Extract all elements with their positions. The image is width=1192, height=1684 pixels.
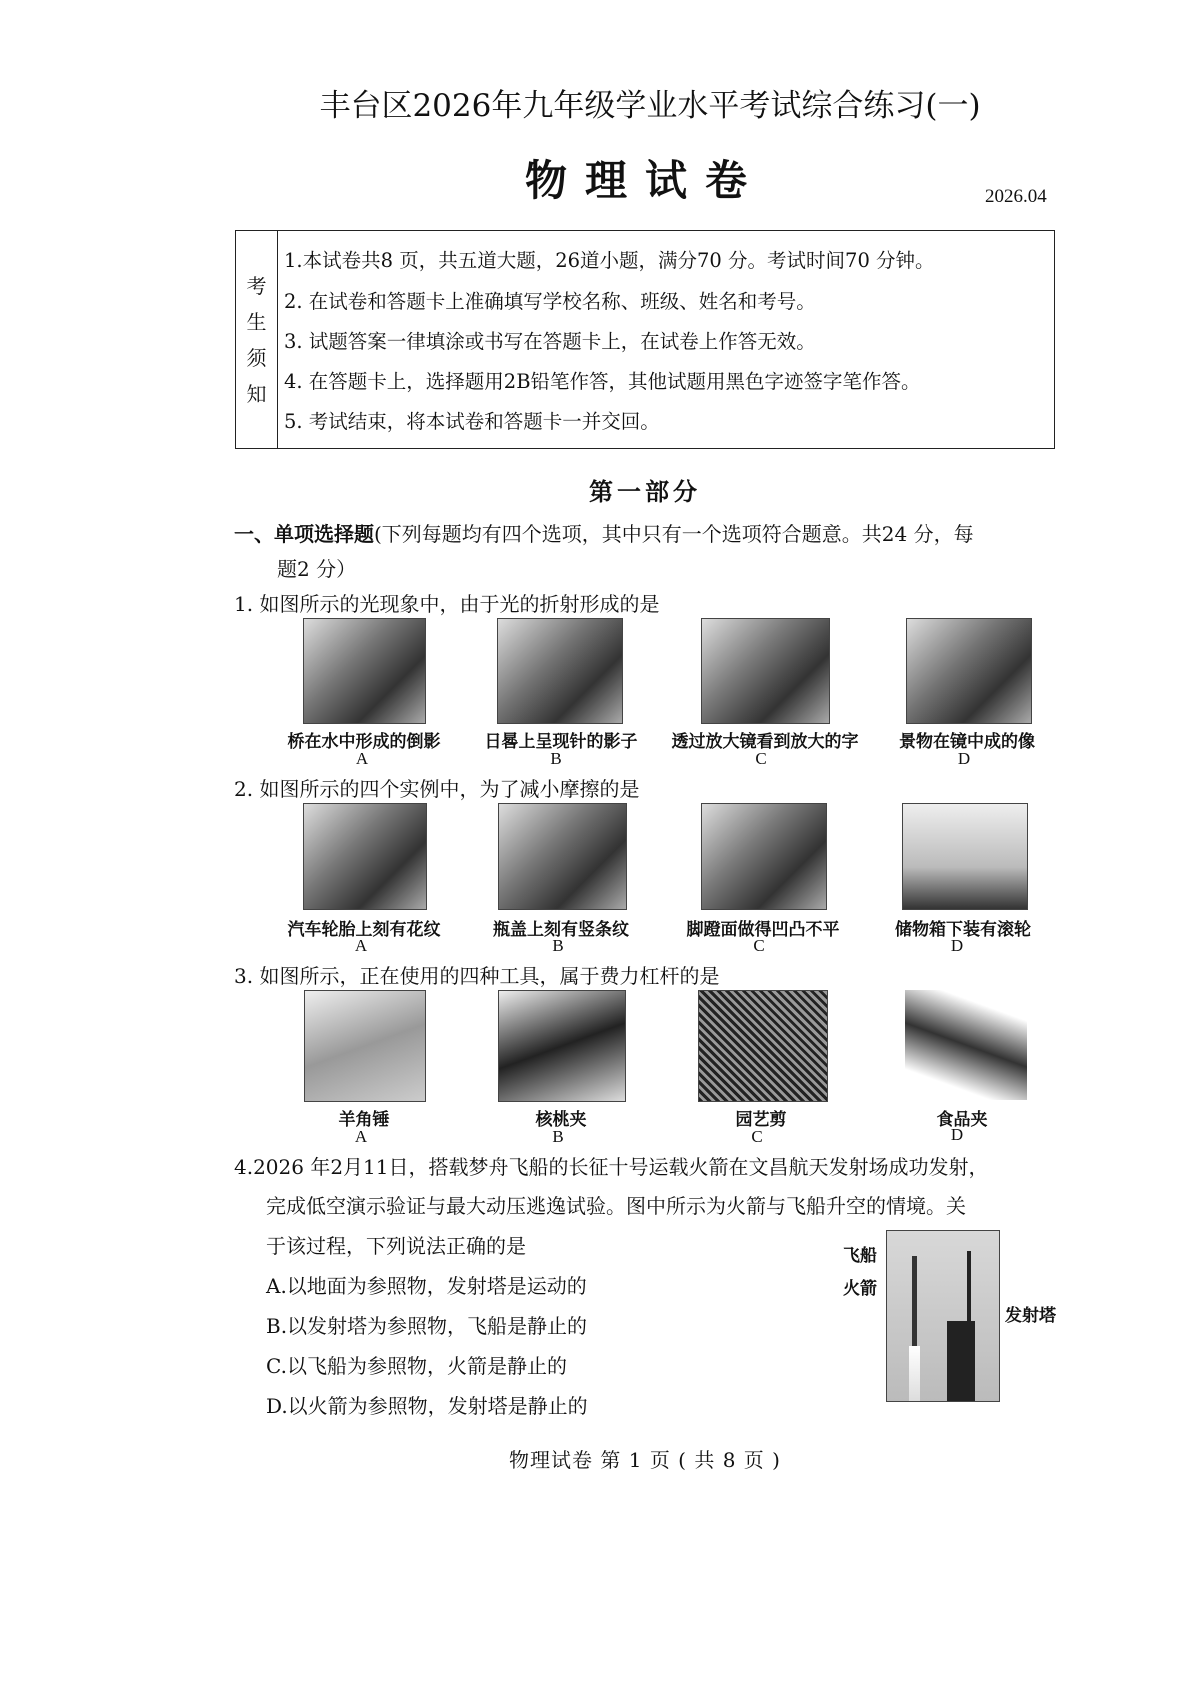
option-caption: 透过放大镜看到放大的字 bbox=[671, 732, 859, 752]
question-3-stem: 3. 如图所示，正在使用的四种工具，属于费力杠杆的是 bbox=[234, 964, 720, 988]
bottle-cap-image bbox=[498, 803, 627, 910]
option-caption: 景物在镜中成的像 bbox=[899, 732, 1035, 752]
tire-image bbox=[303, 803, 427, 910]
subject-title: 物理试卷 bbox=[524, 156, 765, 205]
bridge-reflection-image bbox=[303, 618, 426, 724]
exhaust-plume bbox=[909, 1346, 920, 1401]
choice-a: A.以地面为参照物，发射塔是运动的 bbox=[266, 1274, 587, 1298]
notice-item: 3. 试题答案一律填涂或书写在答题卡上，在试卷上作答无效。 bbox=[284, 330, 816, 353]
question-2-stem: 2. 如图所示的四个实例中，为了减小摩擦的是 bbox=[234, 777, 640, 801]
exam-title: 丰台区2026年九年级学业水平考试综合练习(一) bbox=[319, 88, 981, 124]
magnifier-image bbox=[701, 618, 830, 724]
rocket-launch-image bbox=[886, 1230, 1000, 1402]
part-heading: 第一部分 bbox=[589, 477, 701, 506]
option-letter: C bbox=[753, 936, 765, 955]
notice-label-char: 须 bbox=[246, 345, 267, 370]
question-1-stem: 1. 如图所示的光现象中，由于光的折射形成的是 bbox=[234, 592, 660, 616]
choice-c: C.以飞船为参照物，火箭是静止的 bbox=[266, 1354, 567, 1378]
option-letter: D bbox=[950, 1125, 964, 1144]
option-letter: A bbox=[354, 1127, 368, 1146]
option-caption: 核桃夹 bbox=[535, 1110, 587, 1130]
notice-box bbox=[235, 230, 1055, 449]
notice-label bbox=[236, 231, 278, 448]
rocket-shape bbox=[912, 1256, 917, 1346]
garden-shears-image bbox=[698, 990, 828, 1102]
option-caption: 羊角锤 bbox=[338, 1110, 390, 1130]
question-4-stem: 4.2026 年2月11日，搭载梦舟飞船的长征十号运载火箭在文昌航天发射场成功发射， bbox=[234, 1155, 989, 1179]
label-rocket: 火箭 bbox=[843, 1279, 877, 1299]
option-caption: 桥在水中形成的倒影 bbox=[287, 732, 441, 752]
option-letter: A bbox=[354, 936, 368, 955]
claw-hammer-image bbox=[304, 990, 426, 1102]
option-letter: D bbox=[950, 936, 964, 955]
option-letter: A bbox=[355, 749, 369, 768]
question-4-stem-cont: 完成低空演示验证与最大动压逃逸试验。图中所示为火箭与飞船升空的情境。关 bbox=[266, 1194, 966, 1218]
option-letter: B bbox=[552, 1127, 564, 1146]
launch-tower bbox=[947, 1321, 975, 1401]
choice-d: D.以火箭为参照物，发射塔是静止的 bbox=[266, 1394, 588, 1418]
section-title: 一、单项选择题 bbox=[234, 522, 374, 546]
option-letter: C bbox=[751, 1127, 763, 1146]
notice-label-char: 考 bbox=[246, 273, 267, 298]
option-letter: D bbox=[957, 749, 971, 768]
page-footer: 物理试卷 第 1 页 ( 共 8 页 ) bbox=[509, 1448, 781, 1472]
option-letter: C bbox=[755, 749, 767, 768]
notice-item: 1.本试卷共8 页，共五道大题，26道小题，满分70 分。考试时间70 分钟。 bbox=[284, 249, 935, 272]
pedal-image bbox=[701, 803, 827, 910]
option-caption: 园艺剪 bbox=[735, 1110, 787, 1130]
notice-item: 5. 考试结束，将本试卷和答题卡一并交回。 bbox=[284, 410, 660, 433]
food-tongs-image bbox=[905, 990, 1027, 1100]
notice-label-char: 生 bbox=[246, 309, 267, 334]
option-letter: B bbox=[552, 936, 564, 955]
notice-item: 2. 在试卷和答题卡上准确填写学校名称、班级、姓名和考号。 bbox=[284, 290, 816, 313]
notice-item: 4. 在答题卡上，选择题用2B铅笔作答，其他试题用黑色字迹签字笔作答。 bbox=[284, 370, 921, 393]
storage-box-image bbox=[902, 803, 1028, 910]
option-caption: 汽车轮胎上刻有花纹 bbox=[287, 920, 441, 940]
question-4-stem-cont: 于该过程，下列说法正确的是 bbox=[266, 1234, 526, 1258]
option-caption: 日晷上呈现针的影子 bbox=[484, 732, 638, 752]
section-desc-cont: 题2 分） bbox=[277, 557, 357, 581]
sundial-image bbox=[497, 618, 623, 724]
section-desc: (下列每题均有四个选项，其中只有一个选项符合题意。共24 分，每 bbox=[374, 522, 974, 546]
option-caption: 瓶盖上刻有竖条纹 bbox=[493, 920, 629, 940]
notice-label-char: 知 bbox=[246, 381, 267, 406]
option-caption: 储物箱下装有滚轮 bbox=[895, 920, 1031, 940]
choice-b: B.以发射塔为参照物，飞船是静止的 bbox=[266, 1314, 588, 1338]
option-caption: 脚蹬面做得凹凸不平 bbox=[686, 920, 840, 940]
exam-date: 2026.04 bbox=[985, 186, 1047, 207]
option-letter: B bbox=[550, 749, 562, 768]
section-heading bbox=[234, 518, 974, 547]
label-ship: 飞船 bbox=[843, 1246, 877, 1266]
option-caption: 食品夹 bbox=[936, 1110, 988, 1130]
nutcracker-image bbox=[498, 990, 626, 1102]
label-tower: 发射塔 bbox=[1005, 1306, 1056, 1326]
mirror-image bbox=[906, 618, 1032, 724]
